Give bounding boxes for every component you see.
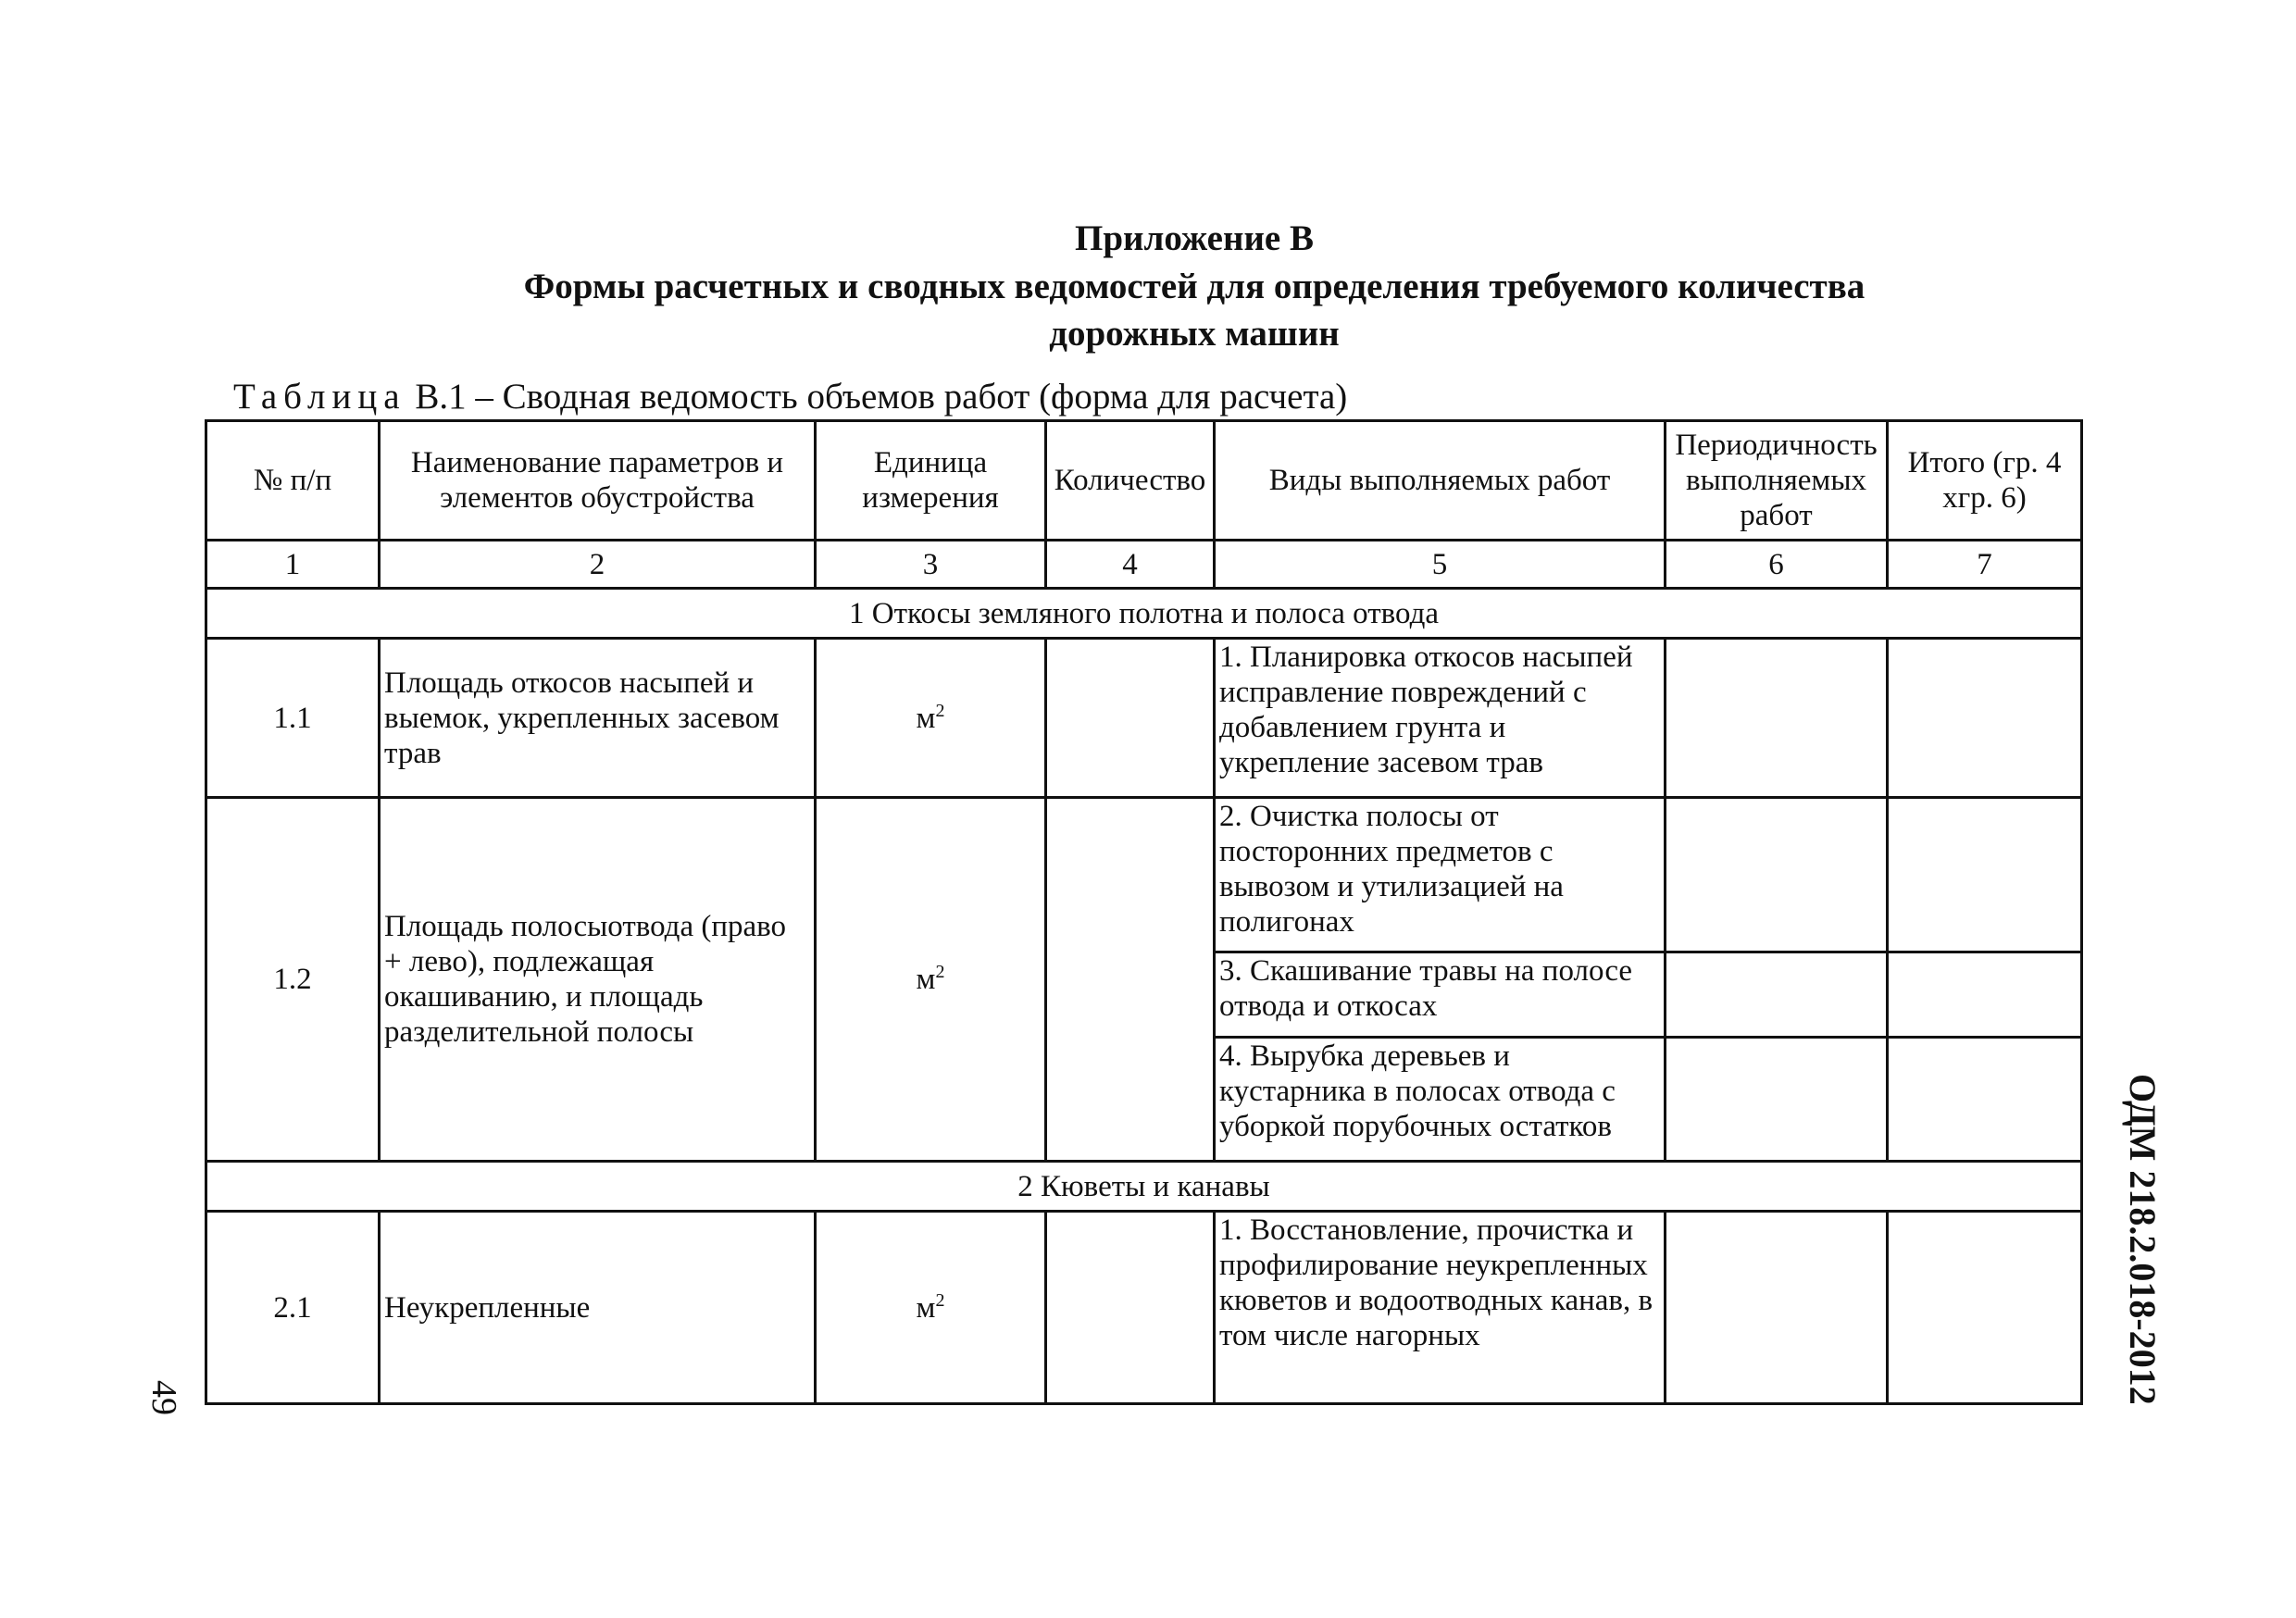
header-row (206, 421, 2082, 541)
row-number: 2.1 (206, 1212, 380, 1404)
unit-cell (816, 639, 1046, 798)
appendix-title-line1: Формы расчетных и сводных ведомостей для определения требуемого количества (523, 267, 1866, 306)
row-name: Неукрепленные (380, 1212, 816, 1404)
appendix-title-line2: дорожных машин (1049, 314, 1340, 354)
caption-text: В.1 – Сводная ведомость объемов работ (форма для расчета) (406, 377, 1348, 417)
total-cell (1888, 952, 2082, 1038)
table-row (206, 1212, 2082, 1404)
column-number: 3 (816, 541, 1046, 589)
section-title-1: 1 Откосы земляного полотна и полоса отвода (206, 589, 2082, 639)
column-number: 1 (206, 541, 380, 589)
unit-cell (816, 1212, 1046, 1404)
unit-base: м (916, 701, 936, 735)
work-type: 2. Очистка полосы от посторонних предметов с вывозом и утилизацией на полигонах (1215, 798, 1666, 952)
unit-base: м (916, 1290, 936, 1325)
header-name: Наименование параметров и элементов обустройства (380, 421, 816, 541)
row-number: 1.2 (206, 798, 380, 1162)
caption-prefix: Таблица (233, 377, 406, 417)
works-summary-table (205, 419, 2083, 1405)
header-number: № п/п (206, 421, 380, 541)
total-cell (1888, 1212, 2082, 1404)
total-cell (1888, 798, 2082, 952)
appendix-heading: Приложение В (1075, 218, 1314, 258)
unit-exponent: 2 (935, 700, 945, 721)
work-type: 3. Скашивание травы на полосе отвода и откосах (1215, 952, 1666, 1038)
column-number-row (206, 541, 2082, 589)
column-number: 5 (1215, 541, 1666, 589)
document-code: ОДМ 218.2.018-2012 (2122, 1074, 2164, 1405)
column-number: 6 (1666, 541, 1888, 589)
periodicity-cell (1666, 639, 1888, 798)
quantity-cell (1046, 1212, 1215, 1404)
section-row (206, 589, 2082, 639)
header-total: Итого (гр. 4 хгр. 6) (1888, 421, 2082, 541)
column-number: 7 (1888, 541, 2082, 589)
section-row (206, 1162, 2082, 1212)
periodicity-cell (1666, 1038, 1888, 1162)
column-number: 4 (1046, 541, 1215, 589)
unit-cell (816, 798, 1046, 1162)
row-name: Площадь откосов насыпей и выемок, укрепленных засевом трав (380, 639, 816, 798)
header-periodicity: Периодичность выполняемых работ (1666, 421, 1888, 541)
work-type: 1. Планировка откосов насыпей исправление повреждений с добавлением грунта и укрепление засевом трав (1215, 639, 1666, 798)
periodicity-cell (1666, 1212, 1888, 1404)
table-row (206, 798, 2082, 952)
periodicity-cell (1666, 952, 1888, 1038)
table-row (206, 639, 2082, 798)
work-type: 1. Восстановление, прочистка и профилирование неукрепленных кюветов и водоотводных канав, в том числе нагорных (1215, 1212, 1666, 1404)
work-type: 4. Вырубка деревьев и кустарника в полосах отвода с уборкой порубочных остатков (1215, 1038, 1666, 1162)
row-number: 1.1 (206, 639, 380, 798)
header-quantity: Количество (1046, 421, 1215, 541)
header-work-types: Виды выполняемых работ (1215, 421, 1666, 541)
periodicity-cell (1666, 798, 1888, 952)
column-number: 2 (380, 541, 816, 589)
total-cell (1888, 639, 2082, 798)
unit-base: м (916, 963, 936, 996)
unit-exponent: 2 (935, 962, 945, 982)
unit-exponent: 2 (935, 1289, 945, 1311)
table-caption (233, 374, 1347, 420)
quantity-cell (1046, 798, 1215, 1162)
section-title-2: 2 Кюветы и канавы (206, 1162, 2082, 1212)
quantity-cell (1046, 639, 1215, 798)
row-name: Площадь полосыотвода (право + лево), подлежащая окашиванию, и площадь разделительной полосы (380, 798, 816, 1162)
page-number: 49 (144, 1380, 183, 1415)
header-unit: Единица измерения (816, 421, 1046, 541)
total-cell (1888, 1038, 2082, 1162)
